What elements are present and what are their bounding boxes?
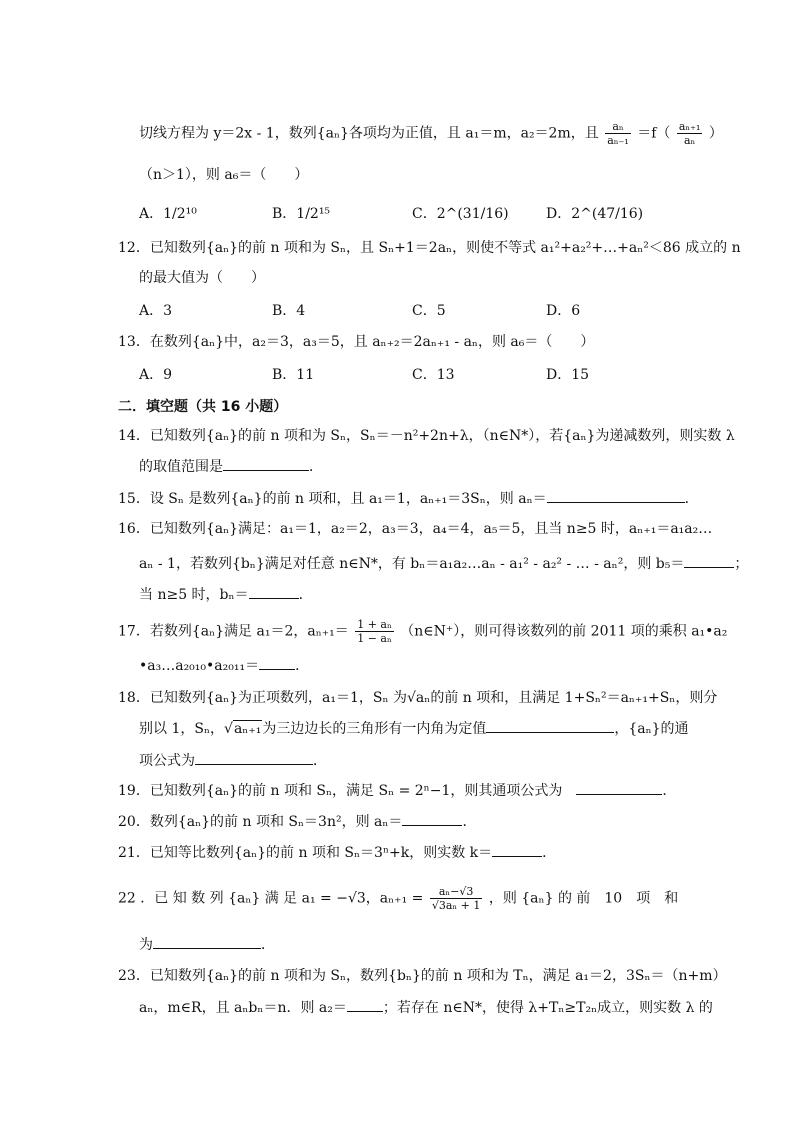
answer-blank[interactable]: [195, 750, 313, 765]
q23-line1: 23．已知数列{aₙ}的前 n 项和为 Sₙ，数列{bₙ}的前 n 项和为 Tₙ，满足 a₁＝2，3Sₙ＝（n+m）: [118, 968, 727, 984]
q11-line2: （n＞1），则 a₆＝（ ）: [139, 167, 309, 183]
q12-option-a[interactable]: A．3: [139, 303, 173, 319]
answer-blank[interactable]: [249, 584, 299, 599]
q13-options: [139, 364, 699, 388]
answer-blank[interactable]: [223, 456, 309, 471]
q11-option-b[interactable]: B．1/2¹⁵: [272, 206, 331, 222]
q13-option-b[interactable]: B．11: [272, 367, 315, 383]
q21-line1: 21．已知等比数列{aₙ}的前 n 项和 Sₙ＝3ⁿ+k，则实数 k＝ ．: [118, 842, 556, 863]
q11-fraction-right: $\frac{\text{aₙ₊₁}}{\text{aₙ}}$: [678, 120, 701, 147]
q22-fraction: $\frac{\text{aₙ−√3}}{\text{√3aₙ + 1}}$: [431, 885, 481, 912]
q11-text: 切线方程为 y＝2x - 1，数列{aₙ}各项均为正值，且 a₁＝m，a₂＝2m，且: [139, 125, 599, 142]
answer-blank[interactable]: [492, 842, 542, 857]
q22-line2: 为 ．: [139, 934, 275, 955]
q14-line1: 14．已知数列{aₙ}的前 n 项和为 Sₙ，Sₙ＝－n²+2n+λ，（n∈N*），若{aₙ}为递减数列，则实数 λ: [118, 428, 735, 444]
answer-blank[interactable]: [576, 780, 662, 795]
section-heading: 二．填空题（共 16 小题）: [118, 399, 288, 415]
q16-line3: 当 n≥5 时，bₙ＝ ．: [139, 584, 313, 605]
answer-blank[interactable]: [153, 934, 261, 949]
answer-blank[interactable]: [684, 553, 734, 568]
answer-blank[interactable]: [402, 811, 462, 826]
q15-line1: 15．设 Sₙ 是数列{aₙ}的前 n 项和，且 a₁＝1，aₙ₊₁＝3Sₙ，则 aₙ＝ ．: [118, 488, 699, 509]
q13-option-c[interactable]: C．13: [412, 367, 455, 383]
answer-blank[interactable]: [347, 997, 383, 1012]
q17-line1: 17．若数列{aₙ}满足 a₁＝2，aₙ₊₁＝ $\frac{\text{1 + aₙ}}{\text{1 − aₙ}}$ （n∈N⁺），则可得该数列的前 2011 项的乘积 a₁•a₂: [118, 618, 728, 645]
q23-line2: aₙ，m∈R，且 aₙbₙ＝n．则 a₂＝ ；若存在 n∈N*，使得 λ+Tₙ≥T₂ₙ成立，则实数 λ 的: [139, 997, 713, 1018]
q17-fraction: $\frac{\text{1 + aₙ}}{\text{1 − aₙ}}$: [357, 618, 392, 645]
q11-line1: 切线方程为 y＝2x - 1，数列{aₙ}各项均为正值，且 a₁＝m，a₂＝2m，且 $\frac{\text{aₙ}}{\text{aₙ₋₁}}$ ＝f（ $\frac{\text{aₙ₊₁}}{\text{aₙ}}$ ）: [139, 120, 723, 147]
q11-option-a[interactable]: A．1/2¹⁰: [139, 206, 197, 222]
q12-options: [139, 300, 699, 324]
q19-line1: 19．已知数列{aₙ}的前 n 项和 Sₙ，满足 Sₙ = 2ⁿ−1，则其通项公式为 ．: [118, 780, 676, 801]
q18-line3: 项公式为 ．: [139, 750, 327, 771]
q11-options: [139, 203, 699, 227]
q13-line1: 13．在数列{aₙ}中，a₂＝3，a₃＝5，且 aₙ₊₂＝2aₙ₊₁ - aₙ，则 a₆＝（ ）: [118, 334, 595, 350]
q11-fraction-left: $\frac{\text{aₙ}}{\text{aₙ₋₁}}$: [607, 120, 629, 147]
answer-blank[interactable]: [259, 655, 295, 670]
answer-blank[interactable]: [486, 718, 614, 733]
q16-line2: aₙ - 1，若数列{bₙ}满足对任意 n∈N*，有 bₙ＝a₁a₂…aₙ - a₁² - a₂² - … - aₙ²，则 b₅＝ ；: [139, 553, 748, 574]
q20-line1: 20．数列{aₙ}的前 n 项和 Sₙ＝3n²，则 aₙ＝ ．: [118, 811, 476, 832]
q12-option-c[interactable]: C．5: [412, 303, 446, 319]
q13-option-a[interactable]: A．9: [139, 367, 173, 383]
q11-option-d[interactable]: D．2^(47/16): [546, 206, 644, 222]
q16-line1: 16．已知数列{aₙ}满足：a₁＝1，a₂＝2，a₃＝3，a₄＝4，a₅＝5，且当 n≥5 时，aₙ₊₁＝a₁a₂…: [118, 521, 713, 537]
q12-line2: 的最大值为（ ）: [139, 270, 265, 286]
q17-line2: •a₃…a₂₀₁₀•a₂₀₁₁＝ ．: [139, 655, 309, 676]
q11-option-c[interactable]: C．2^(31/16): [412, 206, 509, 222]
q12-option-d[interactable]: D．6: [546, 303, 581, 319]
q22-line1: 22 ．已 知 数 列 {aₙ} 满 足 a₁ = −√3，aₙ₊₁ = $\frac{\text{aₙ−√3}}{\text{√3aₙ + 1}}$ ，则 {aₙ} 的 前 10 项 和: [118, 885, 679, 912]
q12-line1: 12．已知数列{aₙ}的前 n 项和为 Sₙ，且 Sₙ+1＝2aₙ，则使不等式 a₁²+a₂²+…+aₙ²＜86 成立的 n: [118, 240, 741, 256]
q13-option-d[interactable]: D．15: [546, 367, 590, 383]
answer-blank[interactable]: [547, 488, 685, 503]
q12-option-b[interactable]: B．4: [272, 303, 306, 319]
q18-line2: 别以 1，Sₙ，√aₙ₊₁为三边边长的三角形有一内角为定值 ，{aₙ}的通: [139, 718, 689, 739]
q14-line2: 的取值范围是 ．: [139, 456, 323, 477]
q18-line1: 18．已知数列{aₙ}为正项数列，a₁＝1，Sₙ 为√aₙ的前 n 项和，且满足 1+Sₙ²＝aₙ₊₁+Sₙ，则分: [118, 690, 718, 706]
